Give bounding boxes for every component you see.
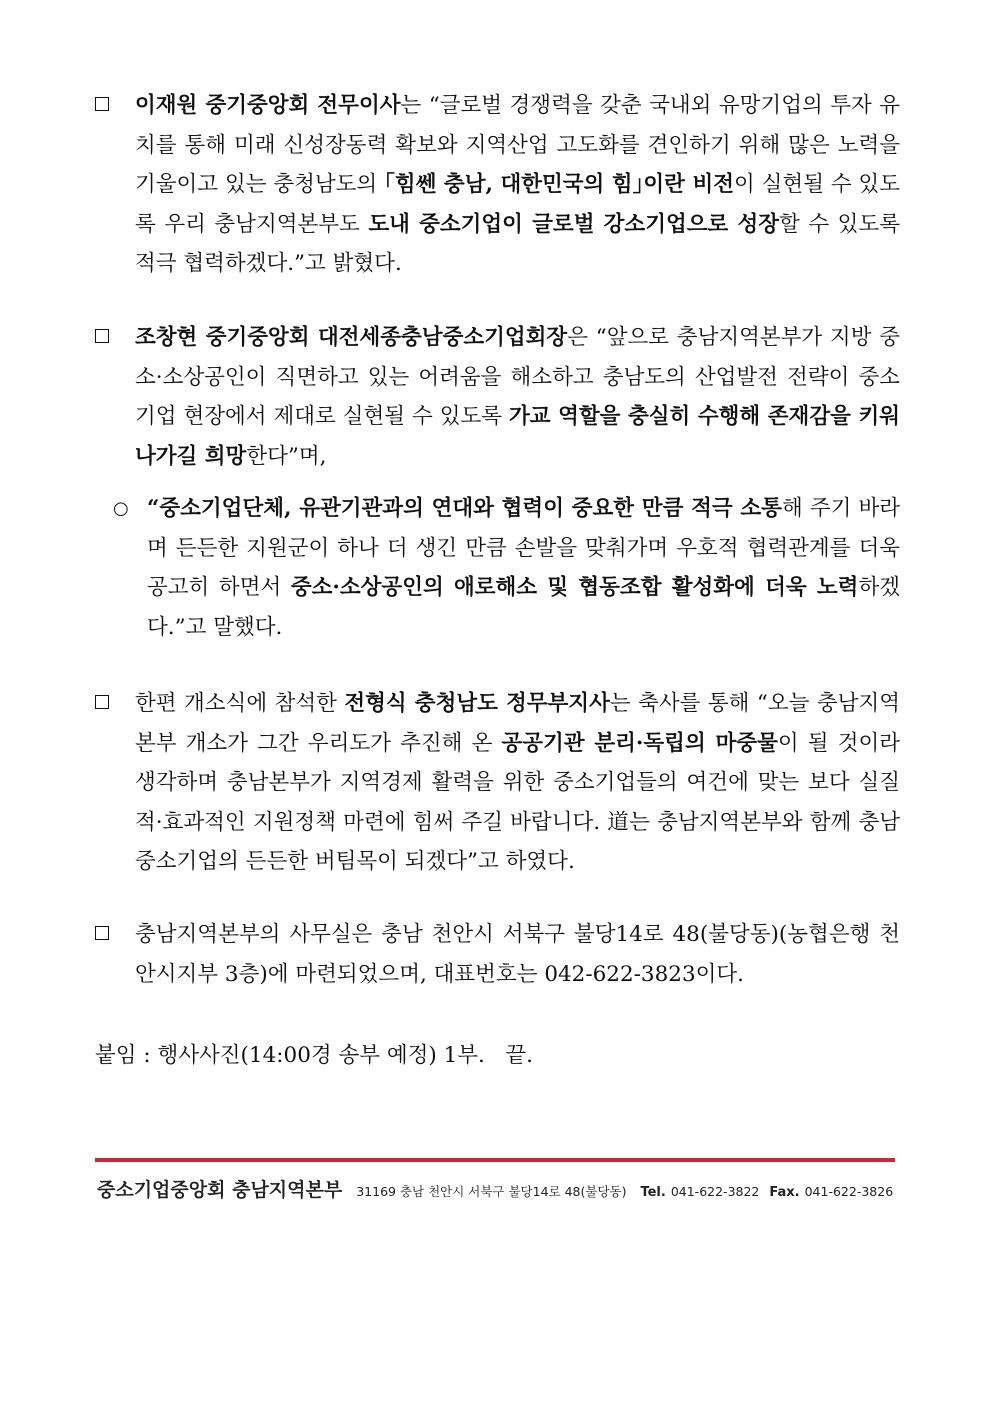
- footer-fax-label: Fax.: [769, 1185, 800, 1200]
- footer-fax-number: 041-622-3826: [804, 1184, 894, 1199]
- text: 이 실현될 수 있도록 우리 충남지역본부도: [135, 172, 901, 237]
- paragraph-3: [95, 489, 900, 647]
- text-bold: 도내 중소기업이 글로벌 강소기업으로 성장: [368, 211, 780, 237]
- footer-tel-label: Tel.: [640, 1185, 666, 1200]
- text: 은 “앞으로 충남지역본부가 지방 중소·소상공인이 직면하고 있는 어려움을 해소하고 충남도의 산업발전 전략이 중소기업 현장에서 제대로 실현될 수 있도록: [135, 325, 900, 429]
- paragraph-4: [95, 684, 900, 882]
- checkbox-bullet-icon: [95, 915, 131, 955]
- text-bold: 공공기관 분리·독립의 마중물: [501, 730, 778, 756]
- checkbox-bullet-icon: [95, 318, 131, 358]
- paragraph-body: [135, 915, 900, 994]
- footer: [97, 1175, 897, 1209]
- circle-bullet-icon: ○: [113, 498, 129, 519]
- paragraph-body: [147, 489, 900, 647]
- text: 하겠다.”고 말했다.: [147, 575, 900, 640]
- text: 할 수 있도록 적극 협력하겠다.”고 밝혔다.: [135, 211, 900, 276]
- footer-divider: [95, 1158, 895, 1162]
- checkbox-bullet-icon: [95, 684, 131, 724]
- text: 이 될 것이라 생각하며 충남본부가 지역경제 활력을 위한 중소기업들의 여건에 맞는 보다 실질적·효과적인 지원정책 마련에 힘써 주길 바랍니다. 道는 충남지역본부와 함께 충남 중소기업의 든든한 버팀목이 되겠다”고 하였다.: [135, 730, 901, 874]
- text: 해 주기 바라며 든든한 지원군이 하나 더 생긴 만큼 손발을 맞춰가며 우호적 협력관계를 더욱 공고히 하면서: [147, 496, 901, 600]
- footer-tel-number: 041-622-3822: [670, 1184, 760, 1199]
- paragraph-body: [135, 86, 900, 284]
- text-bold: 조창현 중기중앙회 대전세종충남중소기업회장: [135, 325, 568, 350]
- text-bold: 전형식 충청남도 정무부지사: [344, 691, 610, 716]
- paragraph-2: [95, 318, 900, 476]
- footer-org-name: 중소기업중앙회 충남지역본부: [97, 1179, 343, 1201]
- text-bold: 이재원 중기중앙회 전무이사: [135, 93, 401, 118]
- paragraph-5: [95, 915, 900, 994]
- paragraph-body: [135, 684, 900, 882]
- footer-address: 31169 충남 천안시 서북구 불당14로 48(불당동): [356, 1184, 627, 1199]
- text: 는 “글로벌 경쟁력을 갖춘 국내외 유망기업의 투자 유치를 통해 미래 신성장동력 확보와 지역산업 고도화를 견인하기 위해 많은 노력을 기울이고 있는 충청남도의: [135, 93, 901, 197]
- text: 한다”며,: [246, 443, 327, 469]
- attachment-note: 붙임 : 행사사진(14:00경 송부 예정) 1부. 끝.: [95, 1043, 533, 1068]
- text: 충남지역본부의 사무실은 충남 천안시 서북구 불당14로 48(불당동)(농협은행 천안시지부 3층)에 마련되었으며, 대표번호는 042-622-3823이다.: [135, 922, 900, 987]
- text-bold: ｢힘쎈 충남, 대한민국의 힘｣이란 비전: [384, 172, 735, 197]
- text: 는 축사를 통해 “오늘 충남지역본부 개소가 그간 우리도가 추진해 온: [135, 691, 900, 756]
- text: 한편 개소식에 참석한: [135, 691, 345, 716]
- text-bold: “중소기업단체, 유관기관과의 연대와 협력이 중요한 만큼 적극 소통: [147, 496, 782, 521]
- checkbox-bullet-icon: [95, 86, 131, 126]
- text-bold: 가교 역할을 충실히 수행해 존재감을 키워나가길 희망: [135, 404, 900, 469]
- paragraph-body: [135, 318, 900, 476]
- paragraph-1: [95, 86, 900, 284]
- text-bold: 중소·소상공인의 애로해소 및 협동조합 활성화에 더욱 노력: [290, 575, 859, 600]
